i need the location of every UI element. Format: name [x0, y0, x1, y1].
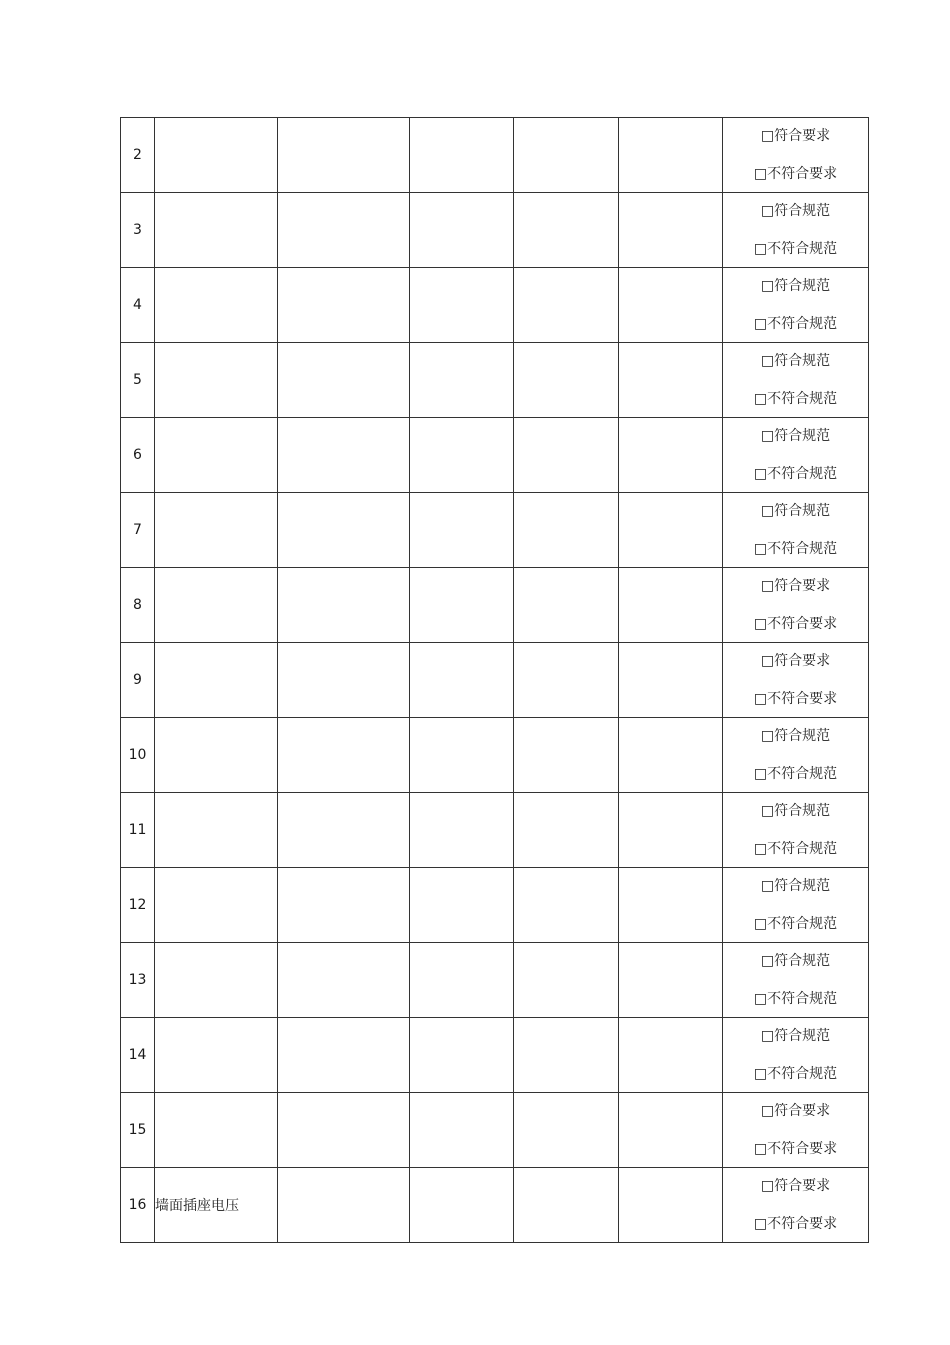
blank-cell [619, 718, 723, 793]
noncompliant-option[interactable]: □不符合规范 [753, 915, 838, 932]
item-name-cell [155, 943, 278, 1018]
blank-cell [619, 568, 723, 643]
blank-cell [514, 868, 619, 943]
row-number: 9 [121, 643, 155, 718]
blank-cell [278, 943, 410, 1018]
item-name-cell [155, 418, 278, 493]
blank-cell [514, 793, 619, 868]
blank-cell [514, 1093, 619, 1168]
blank-cell [514, 643, 619, 718]
blank-cell [278, 643, 410, 718]
blank-cell [619, 418, 723, 493]
blank-cell [514, 343, 619, 418]
result-cell [723, 1093, 869, 1168]
blank-cell [278, 718, 410, 793]
noncompliant-option[interactable]: □不符合要求 [753, 1215, 838, 1232]
item-name-cell [155, 268, 278, 343]
table-row [121, 118, 869, 193]
blank-cell [514, 118, 619, 193]
noncompliant-option[interactable]: □不符合规范 [753, 390, 838, 407]
blank-cell [514, 943, 619, 1018]
table-row [121, 418, 869, 493]
blank-cell [514, 268, 619, 343]
compliant-option[interactable]: □符合要求 [760, 1102, 831, 1119]
blank-cell [619, 1093, 723, 1168]
table-row [121, 643, 869, 718]
compliant-option[interactable]: □符合规范 [760, 802, 831, 819]
item-name-cell [155, 568, 278, 643]
row-number: 10 [121, 718, 155, 793]
blank-cell [619, 118, 723, 193]
row-number: 2 [121, 118, 155, 193]
blank-cell [278, 268, 410, 343]
blank-cell [410, 868, 514, 943]
row-number: 13 [121, 943, 155, 1018]
blank-cell [410, 1018, 514, 1093]
compliant-option[interactable]: □符合要求 [760, 652, 831, 669]
blank-cell [514, 418, 619, 493]
row-number: 7 [121, 493, 155, 568]
noncompliant-option[interactable]: □不符合规范 [753, 765, 838, 782]
row-number: 11 [121, 793, 155, 868]
blank-cell [278, 868, 410, 943]
result-cell [723, 493, 869, 568]
row-number: 5 [121, 343, 155, 418]
blank-cell [514, 718, 619, 793]
row-number: 6 [121, 418, 155, 493]
compliant-option[interactable]: □符合规范 [760, 427, 831, 444]
result-cell [723, 718, 869, 793]
item-name-cell [155, 793, 278, 868]
blank-cell [619, 643, 723, 718]
table-row [121, 1018, 869, 1093]
blank-cell [410, 718, 514, 793]
blank-cell [410, 643, 514, 718]
table-row [121, 1168, 869, 1243]
item-name-cell [155, 718, 278, 793]
blank-cell [514, 493, 619, 568]
row-number: 8 [121, 568, 155, 643]
blank-cell [278, 193, 410, 268]
compliant-option[interactable]: □符合规范 [760, 502, 831, 519]
blank-cell [278, 418, 410, 493]
row-number: 15 [121, 1093, 155, 1168]
blank-cell [278, 343, 410, 418]
noncompliant-option[interactable]: □不符合要求 [753, 1140, 838, 1157]
result-cell [723, 793, 869, 868]
result-cell [723, 943, 869, 1018]
blank-cell [410, 118, 514, 193]
noncompliant-option[interactable]: □不符合规范 [753, 465, 838, 482]
blank-cell [410, 793, 514, 868]
result-cell [723, 193, 869, 268]
blank-cell [619, 268, 723, 343]
compliant-option[interactable]: □符合规范 [760, 352, 831, 369]
result-cell [723, 1168, 869, 1243]
blank-cell [410, 418, 514, 493]
blank-cell [514, 568, 619, 643]
item-name-cell [155, 493, 278, 568]
noncompliant-option[interactable]: □不符合要求 [753, 615, 838, 632]
blank-cell [410, 568, 514, 643]
row-number: 16 [121, 1168, 155, 1243]
result-cell [723, 868, 869, 943]
table-row [121, 568, 869, 643]
noncompliant-option[interactable]: □不符合规范 [753, 240, 838, 257]
noncompliant-option[interactable]: □不符合规范 [753, 990, 838, 1007]
table-row [121, 943, 869, 1018]
item-name-cell: 墙面插座电压 [155, 1168, 278, 1243]
blank-cell [278, 493, 410, 568]
blank-cell [619, 943, 723, 1018]
item-name-cell [155, 118, 278, 193]
blank-cell [619, 868, 723, 943]
compliant-option[interactable]: □符合要求 [760, 127, 831, 144]
blank-cell [619, 193, 723, 268]
table-row [121, 268, 869, 343]
table-row [121, 868, 869, 943]
blank-cell [278, 118, 410, 193]
item-name-cell [155, 868, 278, 943]
blank-cell [410, 943, 514, 1018]
blank-cell [619, 793, 723, 868]
compliant-option[interactable]: □符合规范 [760, 727, 831, 744]
blank-cell [410, 268, 514, 343]
result-cell [723, 568, 869, 643]
blank-cell [278, 793, 410, 868]
noncompliant-option[interactable]: □不符合规范 [753, 1065, 838, 1082]
blank-cell [514, 193, 619, 268]
item-name-cell [155, 643, 278, 718]
noncompliant-option[interactable]: □不符合要求 [753, 165, 838, 182]
blank-cell [410, 493, 514, 568]
blank-cell [619, 343, 723, 418]
row-number: 4 [121, 268, 155, 343]
row-number: 14 [121, 1018, 155, 1093]
blank-cell [410, 1093, 514, 1168]
compliant-option[interactable]: □符合要求 [760, 1177, 831, 1194]
blank-cell [619, 493, 723, 568]
result-cell [723, 268, 869, 343]
table-row [121, 193, 869, 268]
table-row [121, 343, 869, 418]
blank-cell [619, 1168, 723, 1243]
table-row [121, 1093, 869, 1168]
row-number: 3 [121, 193, 155, 268]
compliant-option[interactable]: □符合要求 [760, 577, 831, 594]
result-cell [723, 643, 869, 718]
compliant-option[interactable]: □符合规范 [760, 877, 831, 894]
blank-cell [278, 1168, 410, 1243]
noncompliant-option[interactable]: □不符合要求 [753, 690, 838, 707]
blank-cell [278, 1093, 410, 1168]
blank-cell [410, 193, 514, 268]
compliant-option[interactable]: □符合规范 [760, 952, 831, 969]
blank-cell [278, 568, 410, 643]
inspection-table [120, 117, 869, 1243]
row-number: 12 [121, 868, 155, 943]
item-name-cell [155, 1018, 278, 1093]
noncompliant-option[interactable]: □不符合规范 [753, 840, 838, 857]
compliant-option[interactable]: □符合规范 [760, 1027, 831, 1044]
table-body [121, 118, 869, 1243]
table-row [121, 718, 869, 793]
result-cell [723, 343, 869, 418]
item-name-cell [155, 343, 278, 418]
noncompliant-option[interactable]: □不符合规范 [753, 315, 838, 332]
blank-cell [410, 343, 514, 418]
table-row [121, 793, 869, 868]
result-cell [723, 418, 869, 493]
blank-cell [514, 1168, 619, 1243]
blank-cell [410, 1168, 514, 1243]
item-name-cell [155, 1093, 278, 1168]
compliant-option[interactable]: □符合规范 [760, 277, 831, 294]
blank-cell [278, 1018, 410, 1093]
result-cell [723, 118, 869, 193]
table-row [121, 493, 869, 568]
blank-cell [514, 1018, 619, 1093]
item-name-cell [155, 193, 278, 268]
compliant-option[interactable]: □符合规范 [760, 202, 831, 219]
noncompliant-option[interactable]: □不符合规范 [753, 540, 838, 557]
blank-cell [619, 1018, 723, 1093]
result-cell [723, 1018, 869, 1093]
